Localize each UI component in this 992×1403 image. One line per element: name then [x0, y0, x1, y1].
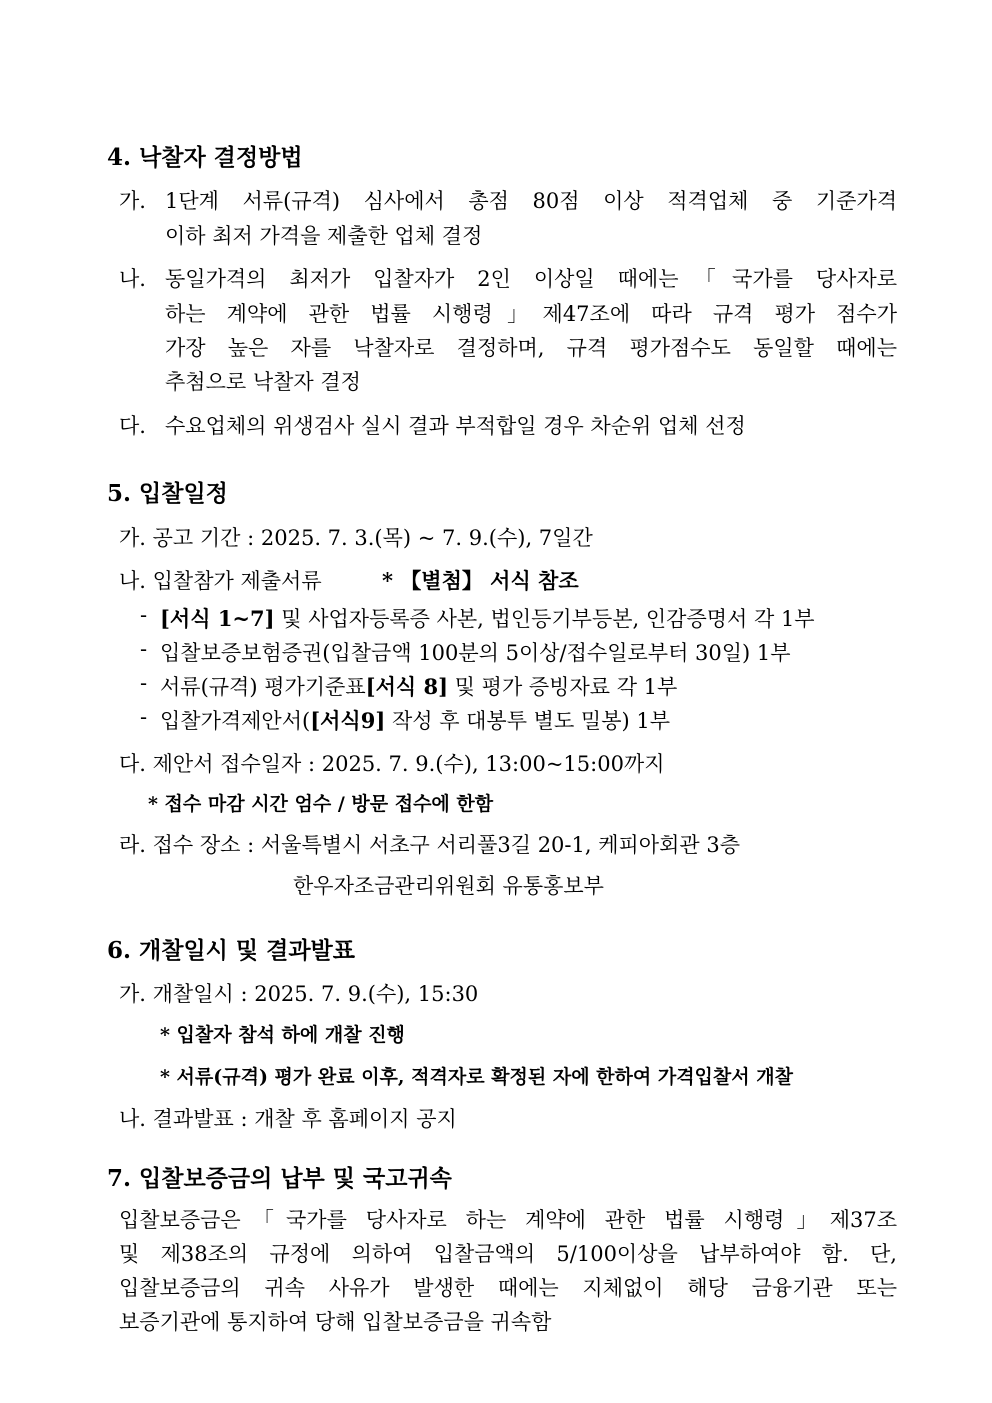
s7-paragraph-line1: 입찰보증금은「국가를 당사자로 하는 계약에 관한 법률 시행령」제37조 [119, 1208, 897, 1232]
s6-ga: 가. 개찰일시 : 2025. 7. 9.(수), 15:30 [119, 982, 479, 1006]
s5-bullet4-pre: 입찰가격제안서( [160, 709, 311, 733]
s5-bullet1-bold: [서식 1~7] [160, 606, 275, 631]
s5-bullet4-rest: 작성 후 대봉투 별도 밀봉) 1부 [385, 709, 671, 733]
s5-na-note: * 【별첨】 서식 참조 [382, 568, 579, 593]
s5-bullet3 [160, 671, 677, 701]
s5-ra-line2: 한우자조금관리위원회 유통홍보부 [293, 874, 604, 898]
s4-ga-line2: 이하 최저 가격을 제출한 업체 결정 [165, 224, 483, 248]
s4-na-line2: 하는 계약에 관한 법률 시행령」제47조에 따라 규격 평가 점수가 [165, 302, 897, 326]
s7-paragraph-line4: 보증기관에 통지하여 당해 입찰보증금을 귀속함 [119, 1310, 552, 1334]
section-4-heading: 4. 낙찰자 결정방법 [107, 144, 303, 171]
s5-bullet3-dash: - [140, 671, 148, 695]
s5-na: 나. 입찰참가 제출서류 [119, 569, 322, 593]
s5-bullet3-rest: 및 평가 증빙자료 각 1부 [448, 675, 678, 699]
s5-ga: 가. 공고 기간 : 2025. 7. 3.(목) ~ 7. 9.(수), 7일간 [119, 526, 593, 550]
s5-bullet2-dash: - [140, 637, 148, 661]
s5-ra: 라. 접수 장소 : 서울특별시 서초구 서리풀3길 20-1, 케피아회관 3층 [119, 833, 740, 857]
s4-na-line4: 추첨으로 낙찰자 결정 [165, 370, 361, 394]
s4-ga-label: 가. [119, 189, 146, 213]
s4-da-label: 다. [119, 414, 146, 438]
s4-na-line1: 동일가격의 최저가 입찰자가 2인 이상일 때에는「국가를 당사자로 [165, 267, 897, 291]
s4-na-line3: 가장 높은 자를 낙찰자로 결정하며, 규격 평가점수도 동일할 때에는 [165, 336, 897, 360]
s4-na-label: 나. [119, 267, 146, 291]
s5-bullet4-dash: - [140, 705, 148, 729]
s5-bullet4 [160, 705, 670, 735]
s6-note2: * 서류(규격) 평가 완료 이후, 적격자로 확정된 자에 한하여 가격입찰서 개찰 [160, 1066, 793, 1088]
section-7-heading: 7. 입찰보증금의 납부 및 국고귀속 [107, 1165, 452, 1192]
s5-bullet3-pre: 서류(규격) 평가기준표 [160, 675, 366, 699]
s5-da-note: * 접수 마감 시간 엄수 / 방문 접수에 한함 [148, 793, 494, 815]
s4-ga-line1: 1단계 서류(규격) 심사에서 총점 80점 이상 적격업체 중 기준가격 [165, 189, 897, 213]
s6-na: 나. 결과발표 : 개찰 후 홈페이지 공지 [119, 1107, 457, 1131]
s5-bullet1-rest: 및 사업자등록증 사본, 법인등기부등본, 인감증명서 각 1부 [274, 607, 815, 631]
s5-bullet3-bold: [서식 8] [365, 674, 449, 699]
s6-note1: * 입찰자 참석 하에 개찰 진행 [160, 1024, 405, 1046]
section-6-heading: 6. 개찰일시 및 결과발표 [107, 937, 355, 964]
s4-da-line1: 수요업체의 위생검사 실시 결과 부적합일 경우 차순위 업체 선정 [165, 414, 746, 438]
s5-bullet4-bold: [서식9] [310, 708, 386, 733]
s5-bullet1-dash: - [140, 603, 148, 627]
s7-paragraph-line3: 입찰보증금의 귀속 사유가 발생한 때에는 지체없이 해당 금융기관 또는 [119, 1276, 897, 1300]
s7-paragraph-line2: 및 제38조의 규정에 의하여 입찰금액의 5/100이상을 납부하여야 함. 단, [119, 1242, 897, 1266]
s5-da: 다. 제안서 접수일자 : 2025. 7. 9.(수), 13:00~15:00까지 [119, 752, 665, 776]
s5-bullet1 [160, 603, 815, 633]
section-5-heading: 5. 입찰일정 [107, 480, 228, 507]
s5-bullet2: 입찰보증보험증권(입찰금액 100분의 5이상/접수일로부터 30일) 1부 [160, 641, 791, 665]
